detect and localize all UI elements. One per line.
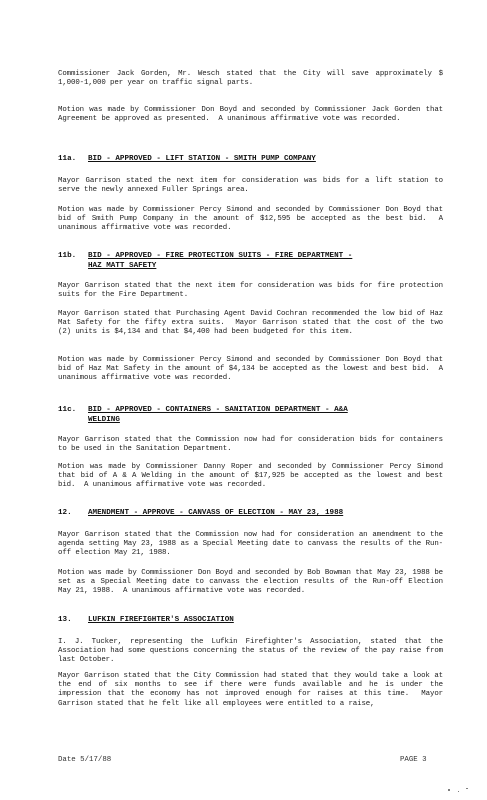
paragraph-traffic-signal: Commissioner Jack Gorden, Mr. Wesch stated that the City will save approximately $ 1,000-1,000 per year on traffic signal parts.: [58, 70, 448, 88]
paragraph-motion-lift-station: Motion was made by Commissioner Percy Simond and seconded by Commissioner Don Boyd that bid of Smith Pump Company in the amount of $12,595 be accepted as the best bid. A unanimous affirmative vote was recorded.: [58, 206, 448, 233]
heading-11c-title: BID - APPROVED - CONTAINERS - SANITATION DEPARTMENT - A&A: [88, 406, 348, 414]
heading-13-number: 13.: [58, 616, 72, 624]
paragraph-firefighters: I. J. Tucker, representing the Lufkin Firefighter's Association, stated that the Association had some questions concerning the status of the review of the pay raise from last October.: [58, 638, 448, 665]
paragraph-purchasing-recommendation: Mayor Garrison stated that Purchasing Agent David Cochran recommended the low bid of Haz Mat Safety for the fifty extra suits. Mayor Garrison stated that the cost of the two (2) units is $4,134 and that $4,400 had been budgeted for this item.: [58, 310, 448, 337]
footer-page-number: PAGE 3: [400, 756, 427, 764]
paragraph-motion-agreement: Motion was made by Commissioner Don Boyd and seconded by Commissioner Jack Gorden that Agreement be approved as presented. A unanimous affirmative vote was recorded.: [58, 106, 448, 124]
footer-date: Date 5/17/88: [58, 756, 112, 764]
paragraph-amendment: Mayor Garrison stated that the Commission now had for consideration an amendment to the agenda setting May 23, 1988 as a Special Meeting date to canvass the results of the Run-off election May 21, 1988.: [58, 531, 448, 558]
paragraph-containers-bids: Mayor Garrison stated that the Commission now had for consideration bids for containers to be used in the Sanitation Department.: [58, 436, 448, 454]
heading-11b-title-line2: HAZ MATT SAFETY: [88, 262, 157, 270]
scan-speck: [466, 788, 468, 789]
heading-11a-number: 11a.: [58, 155, 77, 163]
heading-12-title: AMENDMENT - APPROVE - CANVASS OF ELECTION - MAY 23, 1988: [88, 509, 344, 517]
scan-speck: [448, 789, 450, 791]
heading-11a-title: BID - APPROVED - LIFT STATION - SMITH PUMP COMPANY: [88, 155, 316, 163]
paragraph-motion-containers: Motion was made by Commissioner Danny Roper and seconded by Commissioner Percy Simond that bid of A & A Welding in the amount of $17,925 be accepted as the lowest and best bid. A unanimous affirmative vote was recorded.: [58, 463, 448, 490]
heading-11c-title-line2: WELDING: [88, 416, 120, 424]
heading-12-number: 12.: [58, 509, 72, 517]
scan-speck: [458, 791, 459, 792]
heading-11c-number: 11c.: [58, 406, 77, 414]
heading-11b-title: BID - APPROVED - FIRE PROTECTION SUITS - FIRE DEPARTMENT -: [88, 252, 353, 260]
paragraph-motion-canvass: Motion was made by Commissioner Don Boyd and seconded by Bob Bowman that May 23, 1988 be set as a Special Meeting date to canvass the election results of the Run-off Election May 21, 1988. A unanimous affirmative vote was recorded.: [58, 569, 448, 596]
heading-11b-number: 11b.: [58, 252, 77, 260]
heading-13-title: LUFKIN FIREFIGHTER'S ASSOCIATION: [88, 616, 234, 624]
paragraph-pay-raise: Mayor Garrison stated that the City Commission had stated that they would take a look at the end of six months to see if there were funds available and he is under the impression that the economy has not improved enough for raises at this time. Mayor Garrison stated that he felt like all employees were entitled to a raise,: [58, 672, 448, 708]
paragraph-lift-station-bids: Mayor Garrison stated the next item for consideration was bids for a lift station to serve the newly annexed Fuller Springs area.: [58, 177, 448, 195]
paragraph-fire-suits-bids: Mayor Garrison stated that the next item for consideration was bids for fire protection suits for the Fire Department.: [58, 282, 448, 300]
paragraph-motion-fire-suits: Motion was made by Commissioner Percy Simond and seconded by Commissioner Don Boyd that bid of Haz Mat Safety in the amount of $4,134 be accepted as the lowest and best bid. A unanimous affirmative vote was recorded.: [58, 356, 448, 383]
